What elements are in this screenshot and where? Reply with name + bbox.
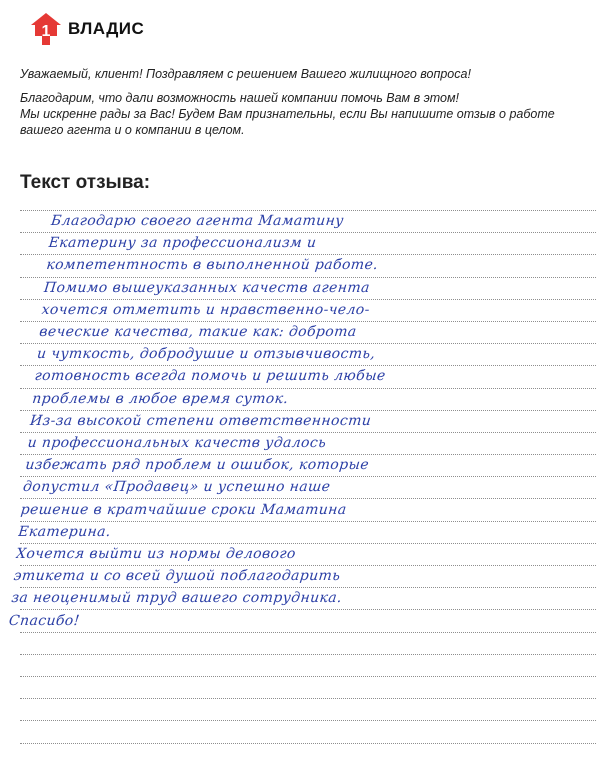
handwritten-line: Благодарю своего агента Маматину	[50, 213, 345, 229]
handwritten-line: веческие качества, такие как: доброта	[38, 324, 358, 341]
house-logo-icon	[30, 12, 62, 46]
handwritten-line: Из-за высокой степени ответственности	[29, 412, 373, 429]
ruled-line	[20, 676, 596, 677]
handwritten-line: Спасибо!	[8, 612, 81, 629]
handwritten-line: допустил «Продавец» и успешно наше	[22, 479, 332, 496]
thanks-line: вашего агента и о компании в целом.	[20, 123, 245, 137]
handwritten-line: готовность всегда помочь и решить любые	[33, 368, 387, 385]
handwritten-review	[8, 210, 608, 632]
intro-text	[20, 66, 580, 138]
logo-number: 1	[41, 23, 51, 40]
handwritten-line: Екатерину за профессионализм и	[47, 235, 318, 252]
handwritten-line: проблемы в любое время суток.	[31, 390, 290, 407]
ruled-line	[20, 698, 596, 699]
handwritten-line: Хочется выйти из нормы делового	[15, 546, 297, 563]
handwritten-line: компетентность в выполненной работе.	[45, 257, 379, 274]
ruled-line	[20, 654, 596, 655]
handwritten-line: решение в кратчайшие сроки Маматина	[19, 501, 348, 518]
thanks-line: Мы искренне рады за Вас! Будем Вам признательны, если Вы напишите отзыв о работе	[20, 107, 555, 121]
handwritten-line: этикета и со всей душой поблагодарить	[12, 568, 342, 585]
handwritten-line: хочется отметить и нравственно-чело-	[40, 301, 371, 318]
handwritten-line: и чуткость, добродушие и отзывчивость,	[36, 346, 377, 363]
handwritten-line: Екатерина.	[17, 523, 112, 540]
handwritten-line: избежать ряд проблем и ошибок, которые	[24, 457, 370, 474]
ruled-line	[20, 720, 596, 721]
company-logo	[30, 12, 144, 46]
review-title: Текст отзыва:	[20, 172, 151, 193]
ruled-line	[20, 743, 596, 744]
handwritten-line: Помимо вышеуказанных качеств агента	[43, 279, 371, 296]
handwritten-line: и профессиональных качеств удалось	[26, 435, 328, 452]
thanks-line: Благодарим, что дали возможность нашей компании помочь Вам в этом!	[20, 91, 460, 105]
greeting-text: Уважаемый, клиент! Поздравляем с решением Вашего жилищного вопроса!	[20, 67, 471, 81]
logo-text: ВЛАДИС	[68, 19, 145, 38]
thanks-text	[20, 90, 580, 138]
handwritten-line: за неоценимый труд вашего сотрудника.	[10, 590, 343, 607]
